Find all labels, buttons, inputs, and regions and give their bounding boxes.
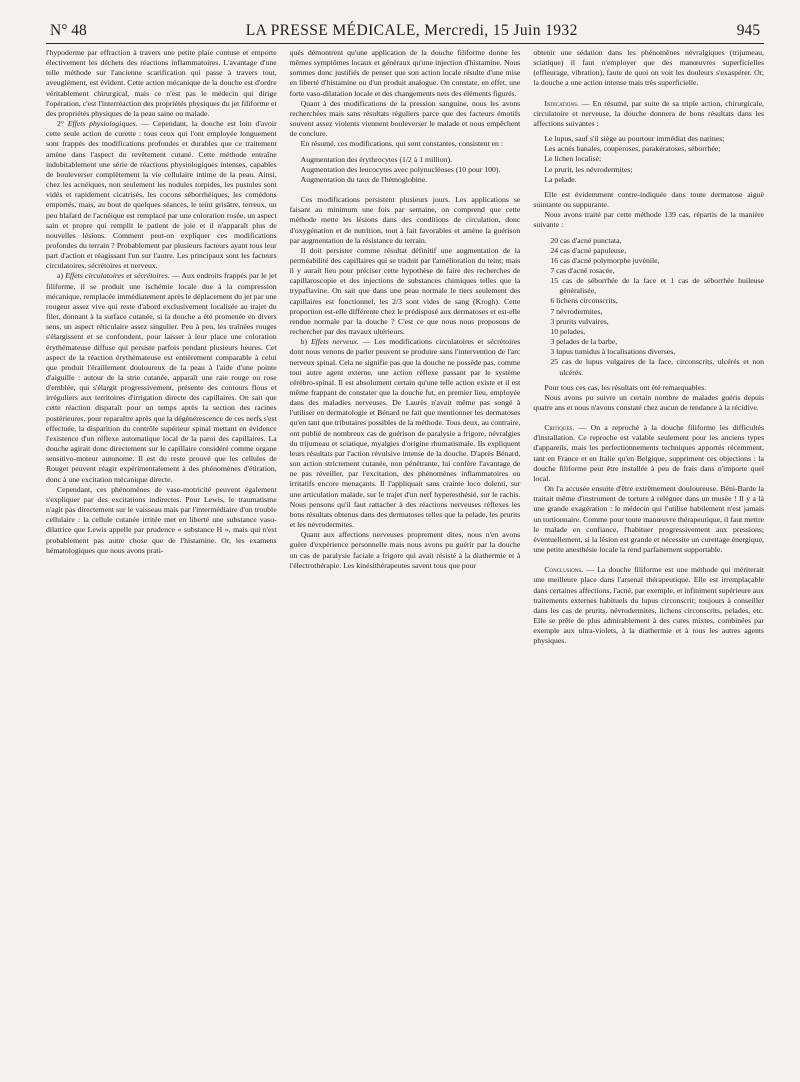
bullet-list (290, 155, 521, 185)
paragraph (533, 565, 764, 646)
section-heading: Effets circulatoires et sécrétoires. (65, 271, 170, 281)
list-item: 16 cas d'acné polymorphe juvénile, (550, 255, 660, 265)
paragraph (533, 423, 764, 484)
case-list (533, 236, 764, 378)
paragraph (533, 484, 764, 555)
section-heading: Critiques. (544, 423, 575, 433)
list-item: 10 pelades, (550, 326, 586, 336)
paragraph-text: Elle est évidemment contre-indiquée dans toute dermatose aiguë suintante ou suppurante. (533, 189, 764, 210)
list-item: Augmentation des leucocytes avec polynucléoses (10 pour 100). (300, 164, 501, 174)
paragraph-text: obtenir une sédation dans les phénomènes névralgiques (trijumeau, sciatique) il faut n'employer que des manœuvres superficielles (effleurage, vibration), faute de quoi on voit les douleurs s'exaspérer. Or, la douche a une action intense mais très superficielle. (533, 48, 764, 88)
paragraph (533, 99, 764, 129)
text-columns (46, 48, 764, 646)
paragraph-text: — On a reproché à la douche filiforme les difficultés d'installation. Ce reproche est valable seulement pour les anciens types d'appareils, mais les perfectionnements techniques apportés récemment, tant en France et en Italie qu'en Belgique, suppriment ces objections : la douche filiforme peut être installée à peu de frais dans n'importe quel local. (533, 423, 764, 483)
paragraph-text: — Aux endroits frappés par le jet filiforme, il se produit une ischémie locale due à la compression mécanique, remplacée immédiatement après le déplacement du jet par une rougeur assez vive qui reste d'abord exclusivement localisée au trajet du filet, donnant à la surface cutanée, si la douche a été promenée en divers sens, un aspect réticulaire assez singulier. Peu à peu, les traînées rouges s'élargissent et se confondent, pour laisser à leur place une coloration érythémateuse diffuse qui persiste parfois pendant plusieurs heures. Cet aspect de la réaction érythémateuse est entièrement comparable à celui que produit l'éraillement douloureux de la peau à l'aide d'une pointe d'aiguille : autour de la strie cutanée, apparaît une raie rouge ou rose d'emblée, qui s'élargit progressivement, présente des contours flous et irréguliers aux territoires d'irrigation directe des capillaires. On sait que cette réaction disparaît pour un temps après la section des racines postérieures, pour reparaître après que la dégénérescence de ces nerfs s'est effectuée, la disparition du contrôle supérieur spinal mettant en évidence l'existence d'un réflexe automatique local de la paroi des capillaires. La douche agirait donc directement sur le capillaire considéré comme organe sensitivo-moteur autonome. Il est du reste prouvé que les cellules de Rouget peuvent réagir expérimentalement à des phénomènes d'étiration, donc à une excitation mécanique directe. (46, 271, 277, 484)
paragraph (46, 271, 277, 484)
paragraph (46, 485, 277, 556)
paragraph-text: — En résumé, par suite de sa triple action, chirurgicale, circulatoire et nerveuse, la douche donnera de bons résultats dans les affections suivantes : (533, 98, 764, 128)
paragraph (533, 393, 764, 413)
list-item: 15 cas de séborrhée de la face et 1 cas de séborrhée huileuse généralisée, (550, 276, 764, 296)
paragraph (290, 139, 521, 149)
paragraph-text: Nous avons pu suivre un certain nombre de malades guéris depuis quatre ans et nous n'avons constaté chez aucun de tendance à la récidive. (533, 392, 764, 412)
paragraph-text: En résumé, ces modifications, qui sont constantes, consistent en : (300, 139, 503, 149)
paragraph (46, 119, 277, 271)
paragraph (46, 48, 277, 119)
list-item: 7 névrodermites, (550, 306, 603, 316)
paragraph-text: Pour tous ces cas, les résultats ont été remarquables. (544, 382, 707, 392)
paragraph-text: Quant aux affections nerveuses proprement dites, nous n'en avons guère d'expérience personnelle mais nous avons pu guérir par la douche un cas de paralysie faciale a frigore qui avait résisté à la diathermie et à l'électrothérapie. Les kinésithérapeutes savent tous que pour (289, 530, 521, 570)
paragraph (290, 195, 521, 246)
list-item: 24 cas d'acné papuleuse, (550, 245, 627, 255)
paragraph-text: l'hypoderme par effraction à travers une petite plaie contuse et emporte électivement les déchets des réactions inflammatoires. L'avantage d'une telle méthode sur l'ancienne scarification qui passe à travers tout, aveuglément, est évident. Cette action mécanique de la douche est d'ordre véritablement chirurgical, mais ce n'est pas le médecin qui dirige l'opération, c'est l'interréaction des propriétés physiques du jet filiforme et des propriétés physiques de la peau saine ou malade. (46, 48, 277, 118)
list-item: Le prurit, les névrodermites; (544, 164, 633, 174)
paragraph (533, 190, 764, 210)
list-item: 3 pelades de la barbe, (550, 337, 618, 347)
paragraph-text: Cependant, ces phénomènes de vaso-motricité peuvent également s'expliquer par des excitations indirectes. Pour Lewis, le traumatisme n'agit pas directement sur le vaisseau mais par l'intermédiaire d'un trouble cellulaire : la cellule cutanée irritée met en liberté une substance vaso-dilatrice que Lewis appelle par prudence « substance H », mais qui n'est probablement pas autre chose que de l'histamine. Or, les examens hématologiques que nous avons prati- (46, 484, 277, 555)
section-number: a) (57, 271, 66, 281)
paragraph (290, 530, 521, 571)
list-item: Augmentation du taux de l'hémoglobine. (300, 174, 428, 184)
paragraph-text: Ces modifications persistent plusieurs jours. Les applications se faisant au minimum une fois par semaine, on comprend que cette méthode mette les lésions dans des conditions de circulation, donc d'oxygénation et de nutrition, tout à fait favorables et amène la guérison par augmentation de la résistance du terrain. (289, 195, 521, 245)
paragraph-text: qués démontrent qu'une application de la douche filiforme donne les mêmes symptômes locaux et généraux qu'une injection d'histamine. Nous sommes donc justifiés de penser que son action locale résulte d'une mise en liberté d'histamine ou d'un produit analogue. On constate, en effet, une forte vaso-dilatation locale et des changements nets des éléments figurés. (289, 48, 521, 98)
paragraph-text: — Les modifications circulatoires et sécrétoires dont nous venons de parler peuvent se produire sans l'intervention de l'arc nerveux spinal. Cela ne signifie pas que la douche ne possède pas, comme tout autre agent externe, une action réflexe passant par le système cérébro-spinal. Il est absolument certain qu'une telle action existe et il est même frappant de constater que la douche fut, en premier lieu, employée dans des maladies nerveuses. De Laurès n'avait même pas songé à l'utiliser en dermatologie et Bénard ne fait que mentionner les dermatoses qu'en tant que tributaires possibles de la méthode. Tous deux, au contraire, ont publié de nombreux cas de guérison de paralysie a frigore, névralgies du trijumeau et sciatique, myalgies d'origine rhumatismale. Ils expliquent leurs résultats par l'action révulsive intense de la douche. D'après Bénard, son action strictement cutanée, non pénétrante, lui confère l'avantage de ne pas réveiller, par l'excitation, des phénomènes inflammatoires ou irritatifs encore menaçants. Il l'appliquait sans crainte loco dolenti, sur une articulation malade, sur le trajet d'un nerf hyperesthésié, sur le rachis. Nous pensons qu'il faut rattacher à des réactions nerveuses réflexes les bons résultats obtenus dans des dermatoses telles que la pelade, les prurits et les névrodermites. (289, 337, 521, 530)
list-item: 3 prurits vulvaires, (550, 316, 609, 326)
section-number: b) (300, 337, 311, 347)
section-number: 2° (57, 119, 68, 129)
list-item: Le lupus, sauf s'il siège au pourtour immédiat des narines; (544, 134, 725, 144)
section-heading: Conclusions. (544, 565, 584, 575)
bullet-list (533, 134, 764, 185)
page-number: 945 (736, 22, 760, 39)
paragraph-text: On l'a accusée ensuite d'être extrêmement douloureuse. Béni-Barde la traitait même d'instrument de torture à reléguer dans un musée ! Il y a là une grande exagération : le médecin qui l'utilise habilement n'est jamais un tortionnaire. Comme pour toute manœuvre thérapeutique, il faut mettre le malade en confiance, l'habituer progressivement aux pressions; éventuellement, si la lésion est grande et nécessite un curettage énergique, une petite anesthésie locale la rend parfaitement supportable. (533, 484, 764, 555)
paragraph (290, 337, 521, 530)
paragraph-text: Nous avons traité par cette méthode 139 cas, répartis de la manière suivante : (533, 210, 764, 230)
paragraph (533, 210, 764, 230)
list-item: Augmentation des érythrocytes (1/2 à 1 million). (300, 154, 452, 164)
list-item: Le lichen localisé; (544, 154, 602, 164)
paragraph (533, 383, 764, 393)
paragraph (290, 99, 521, 140)
column-middle (290, 48, 521, 646)
paragraph-text: Quant à des modifications de la pression sanguine, nous les avons recherchées mais sans résultats réguliers parce que des facteurs émotifs souvent assez violents viennent bouleverser le malade et nous empêchent de conclure. (289, 98, 521, 139)
paragraph (290, 246, 521, 337)
paragraph-text: — La douche filiforme est une méthode qui mériterait une meilleure place dans l'arsenal thérapeutique. Elle est irremplaçable dans certaines affections, l'acné, par exemple, et infiniment supérieure aux traitements externes habituels du lupus circonscrit; toujours à conseiller dans les cas de prurits, névrodermites, lichens circonscrits, pelades, etc. Elle se prête de plus admirablement à des cures mixtes, combinées par exemple aux ultra-violets, à la diathermie et à tous les autres agents physiques. (533, 565, 764, 646)
paragraph (290, 48, 521, 99)
list-item: Les acnés banales, couperoses, parakératoses, séborrhée; (544, 144, 721, 154)
list-item: 3 lupus tumidus à localisations diverses, (550, 347, 676, 357)
section-heading: Effets physiologiques. (67, 119, 138, 129)
section-heading: Indications. (544, 98, 579, 108)
paragraph-text: — Cependant, la douche est loin d'avoir cette seule action de curette : tous ceux qui l'ont employée longuement sont frappés des modifications profondes et durables que ce traitement amène dans l'aspect du revêtement cutané. Cette méthode entraîne indubitablement une série de réactions physiologiques intenses, capables de bouleverser complètement la vie cellulaire intime de la peau. Ainsi, chez les acnéiques, non seulement les nodules torpides, les pustules sont vidés et rapidement cicatrisés, les cocons séborrhéiques, les comédons emportés, mais, au bout de quelques séances, le teint grisâtre, terreux, un peu blafard de l'acnéique est remplacé par une coloration rosée, un aspect sain et propre qui remplit le patient de joie et il n'apparaît plus de nouvelles lésions. Comment peut-on expliquer ces modifications profondes du terrain ? Probablement par plusieurs facteurs ayant tous leur part d'action et réagissant l'un sur l'autre. Les principaux sont les facteurs circulatoires, sécrétoires et nerveux. (46, 119, 277, 271)
column-right (533, 48, 764, 646)
section-heading: Effets nerveux. (310, 337, 359, 347)
issue-number: N° 48 (50, 22, 87, 39)
list-item: La pelade. (544, 174, 577, 184)
column-left (46, 48, 277, 646)
running-header (46, 22, 764, 44)
paragraph-text: Il doit persister comme résultat définitif une augmentation de la perméabilité des capillaires qui se traduit par l'amélioration du teint; mais il y aurait lieu pour préciser cette hypothèse de faire des recherches de capillaroscopie et des injections de substances chimiques telles que la trypaflavine. On sait que dans une peau normale le tiers seulement des capillaires est fonctionnel, les 2/3 sont vides de sang (Krogh). Cette proportion est-elle différente chez le prédisposé aux dermatoses et est-elle rendue normale par la douche ? C'est ce que nous nous proposons de rechercher par des travaux ultérieurs. (289, 245, 521, 337)
list-item: 6 lichens circonscrits, (550, 296, 618, 306)
list-item: 7 cas d'acné rosacée, (550, 265, 615, 275)
paragraph (533, 48, 764, 89)
list-item: 25 cas de lupus vulgaires de la face, circonscrits, ulcérés et non ulcérés. (550, 357, 764, 377)
journal-title: LA PRESSE MÉDICALE, Mercredi, 15 Juin 1932 (245, 22, 578, 39)
list-item: 20 cas d'acné punctata, (550, 235, 622, 245)
